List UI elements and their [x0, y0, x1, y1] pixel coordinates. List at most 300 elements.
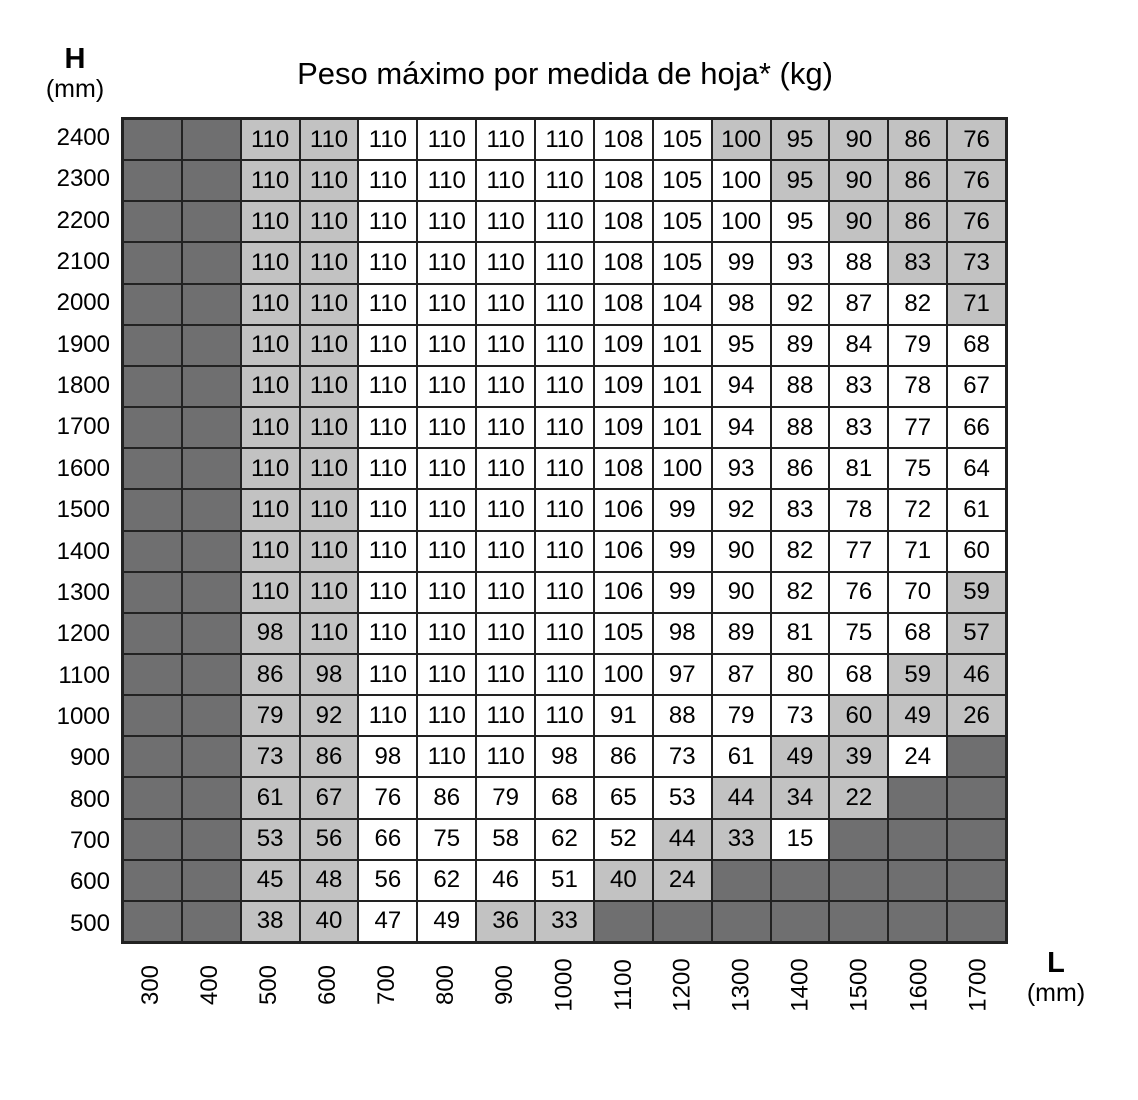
- column-label-500: 500: [254, 964, 282, 1006]
- table-cell-h2100-l500: 110: [241, 242, 300, 283]
- weight-table: [121, 117, 1008, 944]
- table-cell-h700-l1000: 62: [535, 819, 594, 860]
- table-cell-h1700-l900: 110: [476, 407, 535, 448]
- table-cell-h1000-l900: 110: [476, 695, 535, 736]
- table-cell-h2200-l700: 110: [358, 201, 417, 242]
- table-cell-h2000-l600: 110: [300, 284, 359, 325]
- table-cell-h600-l400: [182, 860, 241, 901]
- table-cell-h600-l600: 48: [300, 860, 359, 901]
- table-cell-h600-l1600: [888, 860, 947, 901]
- table-cell-h800-l1400: 34: [771, 777, 830, 818]
- table-cell-h700-l700: 66: [358, 819, 417, 860]
- table-cell-h2200-l900: 110: [476, 201, 535, 242]
- table-cell-h1600-l300: [123, 448, 182, 489]
- row-label-2100: 2100: [56, 248, 110, 276]
- table-cell-h1700-l1600: 77: [888, 407, 947, 448]
- table-cell-h700-l500: 53: [241, 819, 300, 860]
- table-cell-h1500-l1700: 61: [947, 489, 1006, 530]
- table-cell-h1800-l700: 110: [358, 366, 417, 407]
- table-cell-h1600-l1400: 86: [771, 448, 830, 489]
- row-label-2200: 2200: [56, 206, 110, 234]
- table-cell-h600-l1400: [771, 860, 830, 901]
- table-cell-h1900-l600: 110: [300, 325, 359, 366]
- table-cell-h1100-l1600: 59: [888, 654, 947, 695]
- table-cell-h1300-l1400: 82: [771, 572, 830, 613]
- table-cell-h800-l700: 76: [358, 777, 417, 818]
- table-cell-h2300-l1200: 105: [653, 160, 712, 201]
- row-label-700: 700: [69, 826, 110, 854]
- table-cell-h500-l1300: [712, 901, 771, 942]
- table-cell-h2000-l1200: 104: [653, 284, 712, 325]
- table-cell-h1400-l1500: 77: [829, 531, 888, 572]
- table-cell-h700-l1200: 44: [653, 819, 712, 860]
- table-cell-h800-l1700: [947, 777, 1006, 818]
- table-cell-h2400-l1400: 95: [771, 119, 830, 160]
- table-cell-h900-l1100: 86: [594, 736, 653, 777]
- table-cell-h2000-l700: 110: [358, 284, 417, 325]
- table-cell-h1900-l800: 110: [417, 325, 476, 366]
- table-cell-h2400-l1300: 100: [712, 119, 771, 160]
- table-cell-h1500-l1200: 99: [653, 489, 712, 530]
- table-cell-h1900-l1100: 109: [594, 325, 653, 366]
- table-cell-h1800-l300: [123, 366, 182, 407]
- table-cell-h1400-l600: 110: [300, 531, 359, 572]
- table-cell-h1600-l1500: 81: [829, 448, 888, 489]
- table-cell-h700-l1400: 15: [771, 819, 830, 860]
- table-cell-h1600-l600: 110: [300, 448, 359, 489]
- table-cell-h1400-l500: 110: [241, 531, 300, 572]
- table-cell-h2200-l1400: 95: [771, 201, 830, 242]
- table-cell-h600-l900: 46: [476, 860, 535, 901]
- table-cell-h2200-l1100: 108: [594, 201, 653, 242]
- table-cell-h2000-l300: [123, 284, 182, 325]
- table-cell-h1200-l1300: 89: [712, 613, 771, 654]
- table-cell-h1900-l1600: 79: [888, 325, 947, 366]
- table-cell-h900-l1400: 49: [771, 736, 830, 777]
- column-label-900: 900: [491, 964, 519, 1006]
- table-cell-h500-l900: 36: [476, 901, 535, 942]
- table-cell-h800-l1000: 68: [535, 777, 594, 818]
- table-cell-h1100-l1100: 100: [594, 654, 653, 695]
- table-cell-h900-l1300: 61: [712, 736, 771, 777]
- table-cell-h1500-l300: [123, 489, 182, 530]
- table-cell-h2400-l400: [182, 119, 241, 160]
- row-label-500: 500: [69, 909, 110, 937]
- table-cell-h1800-l500: 110: [241, 366, 300, 407]
- table-cell-h900-l1200: 73: [653, 736, 712, 777]
- table-cell-h1400-l1700: 60: [947, 531, 1006, 572]
- table-cell-h1500-l400: [182, 489, 241, 530]
- table-cell-h2000-l1000: 110: [535, 284, 594, 325]
- table-cell-h1100-l600: 98: [300, 654, 359, 695]
- column-label-1600: 1600: [905, 958, 933, 1012]
- table-cell-h1600-l1200: 100: [653, 448, 712, 489]
- column-label-1200: 1200: [668, 958, 696, 1012]
- table-cell-h1600-l500: 110: [241, 448, 300, 489]
- table-cell-h800-l300: [123, 777, 182, 818]
- table-cell-h500-l1700: [947, 901, 1006, 942]
- table-cell-h900-l800: 110: [417, 736, 476, 777]
- table-cell-h2200-l1600: 86: [888, 201, 947, 242]
- table-cell-h1200-l400: [182, 613, 241, 654]
- table-cell-h1400-l300: [123, 531, 182, 572]
- table-cell-h2000-l1700: 71: [947, 284, 1006, 325]
- row-label-900: 900: [69, 744, 110, 772]
- table-cell-h1500-l700: 110: [358, 489, 417, 530]
- table-cell-h2100-l800: 110: [417, 242, 476, 283]
- table-cell-h1400-l900: 110: [476, 531, 535, 572]
- table-cell-h1700-l400: [182, 407, 241, 448]
- table-cell-h1400-l1100: 106: [594, 531, 653, 572]
- table-cell-h600-l1200: 24: [653, 860, 712, 901]
- table-cell-h2300-l1500: 90: [829, 160, 888, 201]
- table-cell-h700-l300: [123, 819, 182, 860]
- table-cell-h1800-l1500: 83: [829, 366, 888, 407]
- table-cell-h2000-l1500: 87: [829, 284, 888, 325]
- table-cell-h1000-l1300: 79: [712, 695, 771, 736]
- table-cell-h1600-l400: [182, 448, 241, 489]
- table-cell-h1500-l500: 110: [241, 489, 300, 530]
- table-cell-h1000-l1400: 73: [771, 695, 830, 736]
- table-cell-h1900-l1400: 89: [771, 325, 830, 366]
- table-cell-h1500-l800: 110: [417, 489, 476, 530]
- table-cell-h1100-l1200: 97: [653, 654, 712, 695]
- table-cell-h1800-l1600: 78: [888, 366, 947, 407]
- table-cell-h1500-l1000: 110: [535, 489, 594, 530]
- column-label-400: 400: [195, 964, 223, 1006]
- table-cell-h2300-l1100: 108: [594, 160, 653, 201]
- table-cell-h2400-l600: 110: [300, 119, 359, 160]
- table-cell-h2100-l300: [123, 242, 182, 283]
- table-cell-h900-l700: 98: [358, 736, 417, 777]
- table-cell-h500-l1100: [594, 901, 653, 942]
- table-cell-h600-l300: [123, 860, 182, 901]
- row-label-800: 800: [69, 785, 110, 813]
- table-cell-h1700-l1100: 109: [594, 407, 653, 448]
- table-cell-h900-l300: [123, 736, 182, 777]
- table-cell-h1300-l1100: 106: [594, 572, 653, 613]
- column-label-1700: 1700: [964, 958, 992, 1012]
- table-cell-h2200-l500: 110: [241, 201, 300, 242]
- table-cell-h800-l800: 86: [417, 777, 476, 818]
- table-cell-h2000-l1100: 108: [594, 284, 653, 325]
- table-cell-h1500-l1100: 106: [594, 489, 653, 530]
- table-cell-h2400-l1100: 108: [594, 119, 653, 160]
- table-cell-h1700-l600: 110: [300, 407, 359, 448]
- table-cell-h700-l1600: [888, 819, 947, 860]
- table-cell-h1500-l1400: 83: [771, 489, 830, 530]
- table-cell-h1200-l900: 110: [476, 613, 535, 654]
- table-cell-h2300-l800: 110: [417, 160, 476, 201]
- table-cell-h800-l1500: 22: [829, 777, 888, 818]
- table-cell-h900-l1700: [947, 736, 1006, 777]
- table-cell-h1700-l800: 110: [417, 407, 476, 448]
- table-cell-h500-l1200: [653, 901, 712, 942]
- table-cell-h2300-l600: 110: [300, 160, 359, 201]
- table-cell-h800-l1200: 53: [653, 777, 712, 818]
- column-label-300: 300: [136, 964, 164, 1006]
- table-cell-h1300-l1000: 110: [535, 572, 594, 613]
- table-cell-h1200-l1500: 75: [829, 613, 888, 654]
- column-label-1400: 1400: [787, 958, 815, 1012]
- table-cell-h1300-l800: 110: [417, 572, 476, 613]
- y-axis-title: [30, 44, 120, 104]
- table-cell-h1300-l600: 110: [300, 572, 359, 613]
- table-cell-h1600-l1100: 108: [594, 448, 653, 489]
- table-cell-h1200-l1700: 57: [947, 613, 1006, 654]
- table-cell-h1800-l1300: 94: [712, 366, 771, 407]
- table-cell-h1400-l700: 110: [358, 531, 417, 572]
- table-cell-h800-l600: 67: [300, 777, 359, 818]
- table-cell-h2300-l1600: 86: [888, 160, 947, 201]
- table-cell-h2400-l900: 110: [476, 119, 535, 160]
- table-cell-h1300-l300: [123, 572, 182, 613]
- table-cell-h1700-l500: 110: [241, 407, 300, 448]
- table-cell-h600-l1500: [829, 860, 888, 901]
- table-cell-h2100-l700: 110: [358, 242, 417, 283]
- table-cell-h1800-l600: 110: [300, 366, 359, 407]
- table-cell-h800-l1100: 65: [594, 777, 653, 818]
- table-cell-h2200-l400: [182, 201, 241, 242]
- table-cell-h1300-l700: 110: [358, 572, 417, 613]
- table-cell-h500-l700: 47: [358, 901, 417, 942]
- table-cell-h1200-l600: 110: [300, 613, 359, 654]
- table-cell-h2400-l800: 110: [417, 119, 476, 160]
- table-cell-h700-l1500: [829, 819, 888, 860]
- table-cell-h700-l400: [182, 819, 241, 860]
- table-cell-h1000-l1600: 49: [888, 695, 947, 736]
- table-cell-h1100-l900: 110: [476, 654, 535, 695]
- table-cell-h2200-l1500: 90: [829, 201, 888, 242]
- row-label-1500: 1500: [56, 496, 110, 524]
- table-cell-h1300-l1500: 76: [829, 572, 888, 613]
- row-label-1700: 1700: [56, 413, 110, 441]
- table-cell-h1400-l1200: 99: [653, 531, 712, 572]
- table-cell-h1500-l1500: 78: [829, 489, 888, 530]
- table-cell-h2000-l1300: 98: [712, 284, 771, 325]
- table-cell-h1700-l1300: 94: [712, 407, 771, 448]
- table-cell-h1000-l700: 110: [358, 695, 417, 736]
- table-cell-h1700-l1700: 66: [947, 407, 1006, 448]
- table-cell-h700-l1300: 33: [712, 819, 771, 860]
- table-cell-h2300-l300: [123, 160, 182, 201]
- table-cell-h2100-l600: 110: [300, 242, 359, 283]
- table-cell-h2200-l1700: 76: [947, 201, 1006, 242]
- table-cell-h500-l300: [123, 901, 182, 942]
- table-cell-h2200-l300: [123, 201, 182, 242]
- table-cell-h1900-l1700: 68: [947, 325, 1006, 366]
- table-cell-h1100-l700: 110: [358, 654, 417, 695]
- table-cell-h700-l1100: 52: [594, 819, 653, 860]
- table-cell-h900-l1600: 24: [888, 736, 947, 777]
- table-cell-h1300-l1200: 99: [653, 572, 712, 613]
- table-cell-h2300-l500: 110: [241, 160, 300, 201]
- column-label-1300: 1300: [727, 958, 755, 1012]
- table-cell-h500-l800: 49: [417, 901, 476, 942]
- table-cell-h2400-l300: [123, 119, 182, 160]
- table-cell-h2400-l1500: 90: [829, 119, 888, 160]
- column-label-700: 700: [373, 964, 401, 1006]
- table-cell-h1600-l800: 110: [417, 448, 476, 489]
- table-cell-h1500-l600: 110: [300, 489, 359, 530]
- table-cell-h1300-l1600: 70: [888, 572, 947, 613]
- table-cell-h2000-l900: 110: [476, 284, 535, 325]
- table-cell-h2100-l1600: 83: [888, 242, 947, 283]
- table-cell-h2200-l600: 110: [300, 201, 359, 242]
- table-cell-h1300-l400: [182, 572, 241, 613]
- table-cell-h1000-l800: 110: [417, 695, 476, 736]
- table-cell-h600-l500: 45: [241, 860, 300, 901]
- table-cell-h700-l800: 75: [417, 819, 476, 860]
- table-cell-h1700-l1200: 101: [653, 407, 712, 448]
- table-cell-h800-l500: 61: [241, 777, 300, 818]
- row-label-1200: 1200: [56, 620, 110, 648]
- y-axis-label: H: [64, 43, 86, 75]
- row-label-1800: 1800: [56, 372, 110, 400]
- table-cell-h1100-l1500: 68: [829, 654, 888, 695]
- table-cell-h1600-l900: 110: [476, 448, 535, 489]
- table-cell-h500-l1400: [771, 901, 830, 942]
- table-cell-h900-l600: 86: [300, 736, 359, 777]
- table-cell-h1800-l1700: 67: [947, 366, 1006, 407]
- table-cell-h2300-l1400: 95: [771, 160, 830, 201]
- table-cell-h1800-l1200: 101: [653, 366, 712, 407]
- table-cell-h1000-l300: [123, 695, 182, 736]
- row-label-2300: 2300: [56, 165, 110, 193]
- table-cell-h1900-l300: [123, 325, 182, 366]
- row-label-1400: 1400: [56, 537, 110, 565]
- table-cell-h1100-l1400: 80: [771, 654, 830, 695]
- table-cell-h1200-l1200: 98: [653, 613, 712, 654]
- y-axis-unit: (mm): [45, 75, 105, 103]
- table-cell-h1800-l1100: 109: [594, 366, 653, 407]
- table-cell-h2200-l800: 110: [417, 201, 476, 242]
- table-cell-h1000-l400: [182, 695, 241, 736]
- table-cell-h1600-l1600: 75: [888, 448, 947, 489]
- table-cell-h1200-l1000: 110: [535, 613, 594, 654]
- table-cell-h1900-l1200: 101: [653, 325, 712, 366]
- row-label-1100: 1100: [58, 661, 110, 689]
- table-cell-h2000-l400: [182, 284, 241, 325]
- table-cell-h900-l1500: 39: [829, 736, 888, 777]
- table-cell-h1400-l1300: 90: [712, 531, 771, 572]
- table-cell-h600-l1000: 51: [535, 860, 594, 901]
- row-label-2400: 2400: [56, 124, 110, 151]
- table-cell-h600-l1300: [712, 860, 771, 901]
- table-cell-h1600-l1000: 110: [535, 448, 594, 489]
- x-axis-unit: (mm): [1026, 979, 1086, 1007]
- table-cell-h2300-l1300: 100: [712, 160, 771, 201]
- column-label-1100: 1100: [609, 959, 637, 1011]
- table-cell-h2100-l900: 110: [476, 242, 535, 283]
- table-cell-h1800-l1400: 88: [771, 366, 830, 407]
- table-cell-h900-l1000: 98: [535, 736, 594, 777]
- table-cell-h1700-l1000: 110: [535, 407, 594, 448]
- table-cell-h1500-l1300: 92: [712, 489, 771, 530]
- row-label-1300: 1300: [56, 578, 110, 606]
- table-cell-h2000-l800: 110: [417, 284, 476, 325]
- table-cell-h700-l1700: [947, 819, 1006, 860]
- table-cell-h1900-l500: 110: [241, 325, 300, 366]
- table-cell-h1100-l1700: 46: [947, 654, 1006, 695]
- table-cell-h1900-l700: 110: [358, 325, 417, 366]
- table-cell-h1100-l1000: 110: [535, 654, 594, 695]
- table-cell-h2100-l1100: 108: [594, 242, 653, 283]
- table-cell-h2100-l1300: 99: [712, 242, 771, 283]
- x-axis-label: L: [1047, 947, 1065, 979]
- table-cell-h800-l900: 79: [476, 777, 535, 818]
- table-cell-h1900-l1300: 95: [712, 325, 771, 366]
- table-cell-h500-l500: 38: [241, 901, 300, 942]
- table-cell-h1600-l700: 110: [358, 448, 417, 489]
- table-cell-h1000-l1200: 88: [653, 695, 712, 736]
- table-cell-h600-l700: 56: [358, 860, 417, 901]
- table-cell-h1700-l1500: 83: [829, 407, 888, 448]
- table-cell-h1000-l1100: 91: [594, 695, 653, 736]
- table-cell-h1200-l1600: 68: [888, 613, 947, 654]
- table-cell-h1200-l1100: 105: [594, 613, 653, 654]
- table-cell-h1700-l1400: 88: [771, 407, 830, 448]
- table-cell-h600-l1700: [947, 860, 1006, 901]
- table-cell-h1100-l400: [182, 654, 241, 695]
- table-cell-h1200-l700: 110: [358, 613, 417, 654]
- table-cell-h1400-l400: [182, 531, 241, 572]
- table-cell-h1600-l1300: 93: [712, 448, 771, 489]
- table-cell-h2300-l700: 110: [358, 160, 417, 201]
- table-cell-h2400-l1600: 86: [888, 119, 947, 160]
- table-cell-h2400-l500: 110: [241, 119, 300, 160]
- table-cell-h1900-l900: 110: [476, 325, 535, 366]
- table-cell-h1300-l900: 110: [476, 572, 535, 613]
- table-cell-h1100-l1300: 87: [712, 654, 771, 695]
- table-cell-h1800-l1000: 110: [535, 366, 594, 407]
- table-cell-h1000-l500: 79: [241, 695, 300, 736]
- table-cell-h1000-l1500: 60: [829, 695, 888, 736]
- row-label-1000: 1000: [56, 702, 110, 730]
- table-cell-h500-l1000: 33: [535, 901, 594, 942]
- table-cell-h2300-l1700: 76: [947, 160, 1006, 201]
- table-cell-h1000-l600: 92: [300, 695, 359, 736]
- table-cell-h800-l1600: [888, 777, 947, 818]
- table-cell-h500-l400: [182, 901, 241, 942]
- table-cell-h900-l900: 110: [476, 736, 535, 777]
- table-cell-h1200-l800: 110: [417, 613, 476, 654]
- table-cell-h1900-l1500: 84: [829, 325, 888, 366]
- table-cell-h1700-l700: 110: [358, 407, 417, 448]
- table-cell-h1100-l300: [123, 654, 182, 695]
- table-cell-h600-l1100: 40: [594, 860, 653, 901]
- x-axis-title: [1010, 948, 1102, 1008]
- table-cell-h2400-l1700: 76: [947, 119, 1006, 160]
- column-label-1500: 1500: [846, 958, 874, 1012]
- table-cell-h2100-l1700: 73: [947, 242, 1006, 283]
- table-cell-h700-l900: 58: [476, 819, 535, 860]
- table-cell-h2000-l1400: 92: [771, 284, 830, 325]
- table-cell-h2200-l1200: 105: [653, 201, 712, 242]
- table-cell-h1900-l400: [182, 325, 241, 366]
- table-cell-h2400-l1000: 110: [535, 119, 594, 160]
- table-cell-h2100-l1000: 110: [535, 242, 594, 283]
- table-cell-h1800-l800: 110: [417, 366, 476, 407]
- row-label-600: 600: [69, 868, 110, 896]
- table-cell-h1300-l1300: 90: [712, 572, 771, 613]
- table-cell-h500-l600: 40: [300, 901, 359, 942]
- row-label-1900: 1900: [56, 330, 110, 358]
- table-cell-h700-l600: 56: [300, 819, 359, 860]
- table-cell-h900-l500: 73: [241, 736, 300, 777]
- table-cell-h1200-l300: [123, 613, 182, 654]
- column-label-800: 800: [432, 964, 460, 1006]
